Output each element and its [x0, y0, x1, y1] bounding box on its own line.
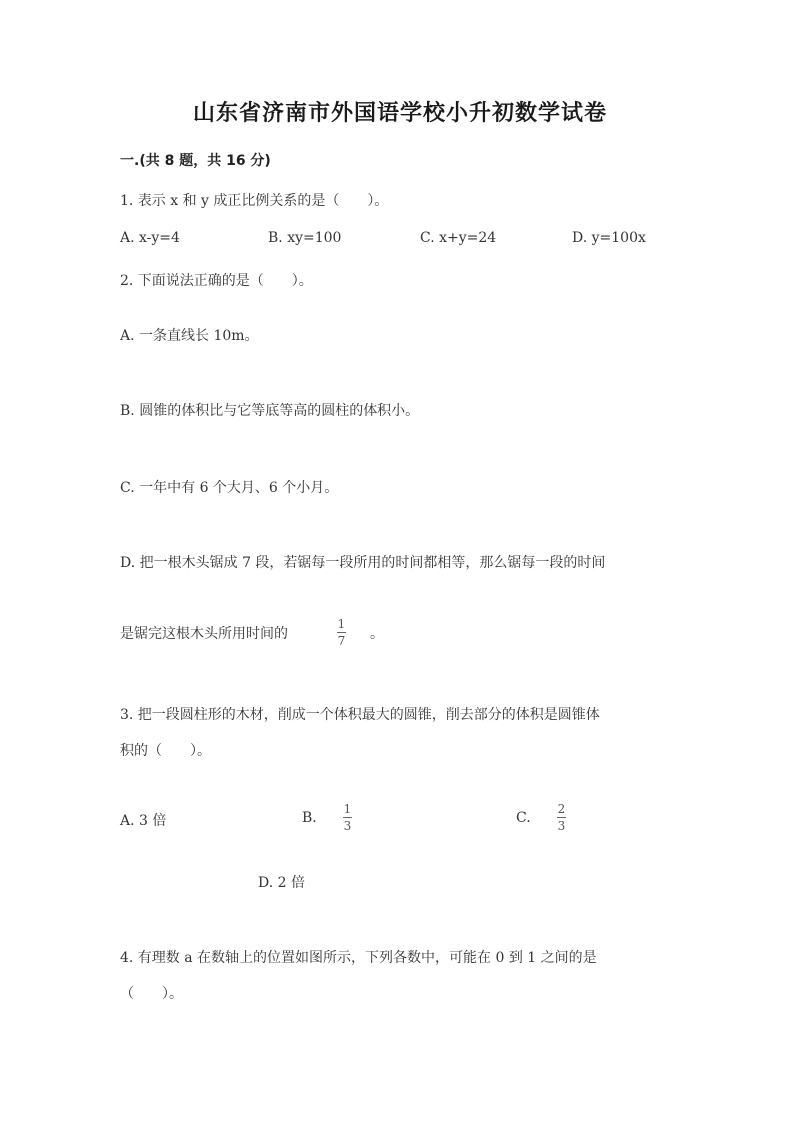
fraction-bar: [557, 817, 566, 818]
fraction-two-thirds: [557, 802, 566, 833]
fraction-numerator: 1: [337, 617, 346, 631]
question-3-stem-line1: 3. 把一段圆柱形的木材，削成一个体积最大的圆锥，削去部分的体积是圆锥体: [120, 707, 600, 723]
question-2-option-d-line1: D. 把一根木头锯成 7 段，若锯每一段所用的时间都相等，那么锯每一段的时间: [120, 555, 606, 571]
question-4-stem-line2: （ ）。: [120, 986, 183, 1002]
question-2-option-a: A. 一条直线长 10m。: [120, 328, 259, 344]
question-2-stem: 2. 下面说法正确的是（ ）。: [120, 273, 313, 289]
fraction-bar: [343, 817, 352, 818]
question-2-option-c: C. 一年中有 6 个大月、6 个小月。: [120, 480, 339, 496]
question-2-option-d-end: 。: [370, 626, 384, 642]
fraction-one-third: [343, 802, 352, 833]
fraction-numerator: 2: [557, 802, 566, 816]
question-3-option-d: D. 2 倍: [258, 875, 305, 891]
section-heading: 一.(共 8 题，共 16 分): [120, 153, 271, 169]
question-3-option-b-label: B.: [302, 810, 317, 826]
question-3-option-c-label: C.: [516, 810, 531, 826]
fraction-numerator: 1: [343, 802, 352, 816]
page-title: 山东省济南市外国语学校小升初数学试卷: [192, 100, 607, 126]
fraction-denominator: 7: [337, 634, 346, 648]
fraction-denominator: 3: [557, 819, 566, 833]
question-1-option-a: A. x-y=4: [120, 230, 180, 246]
fraction-bar: [337, 632, 346, 633]
question-1-option-b: B. xy=100: [268, 230, 342, 246]
question-4-stem-line1: 4. 有理数 a 在数轴上的位置如图所示，下列各数中，可能在 0 到 1 之间的是: [120, 950, 597, 966]
question-2-option-b: B. 圆锥的体积比与它等底等高的圆柱的体积小。: [120, 403, 420, 419]
fraction-denominator: 3: [343, 819, 352, 833]
question-1-option-c: C. x+y=24: [420, 230, 497, 246]
question-3-option-a: A. 3 倍: [120, 813, 167, 829]
question-1-stem: 1. 表示 x 和 y 成正比例关系的是（ ）。: [120, 193, 389, 209]
question-2-option-d-line2: 是锯完这根木头所用时间的: [120, 626, 288, 642]
question-1-option-d: D. y=100x: [572, 230, 646, 246]
question-3-stem-line2: 积的（ ）。: [120, 743, 211, 759]
fraction-one-seventh: [337, 617, 346, 648]
